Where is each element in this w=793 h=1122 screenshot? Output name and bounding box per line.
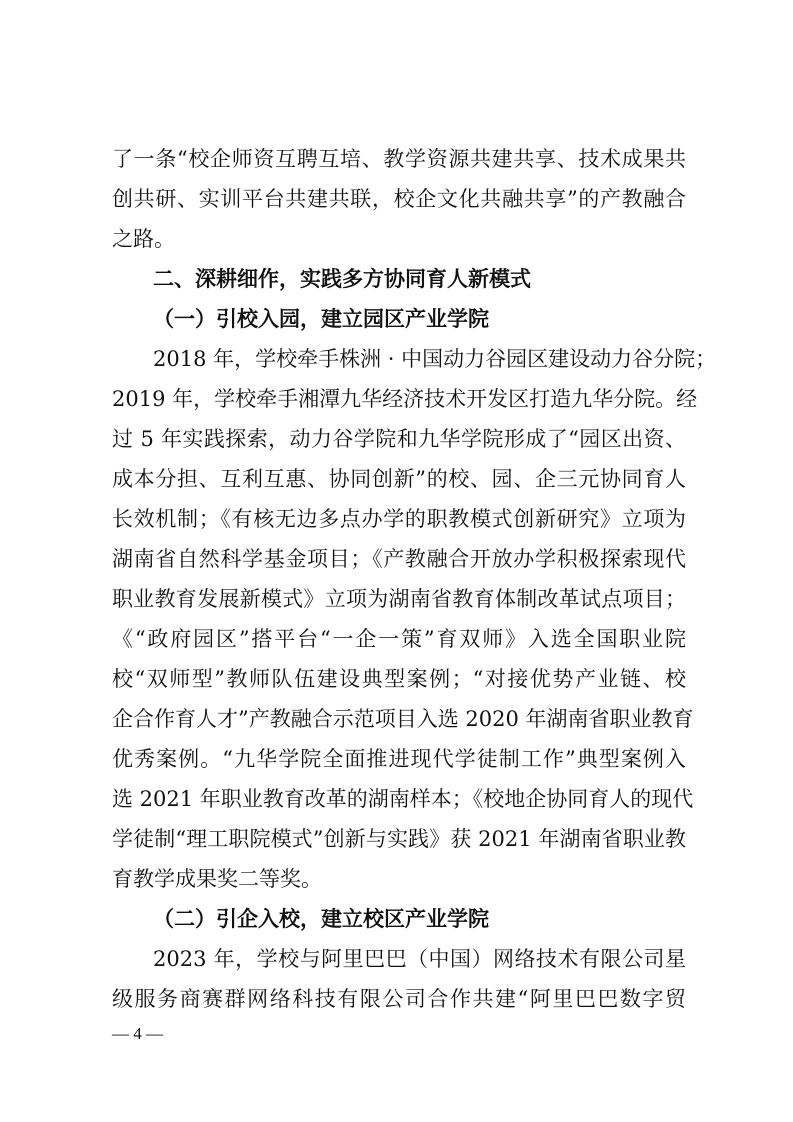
body-text-line: 选 2021 年职业教育改革的湖南样本；《校地企协同育人的现代 bbox=[112, 787, 694, 811]
body-text-line: 级服务商赛群网络科技有限公司合作共建“阿里巴巴数字贸 bbox=[112, 987, 686, 1011]
page-number: — 4 — bbox=[112, 1024, 163, 1043]
body-text-line: 湖南省自然科学基金项目；《产教融合开放办学积极探索现代 bbox=[112, 547, 686, 571]
subsection-heading: （二）引企入校，建立校区产业学院 bbox=[153, 906, 489, 931]
subsection-heading: （一）引校入园，建立园区产业学院 bbox=[153, 306, 489, 331]
body-text-line: 过 5 年实践探索，动力谷学院和九华学院形成了“园区出资、 bbox=[112, 427, 686, 451]
body-text-line: 了一条“校企师资互聘互培、教学资源共建共享、技术成果共 bbox=[112, 147, 686, 171]
body-text-line: 优秀案例。“九华学院全面推进现代学徒制工作”典型案例入 bbox=[112, 747, 686, 771]
body-text-line: 学徒制“理工职院模式”创新与实践》获 2021 年湖南省职业教 bbox=[112, 827, 686, 851]
body-text-line: 育教学成果奖二等奖。 bbox=[112, 867, 322, 891]
body-text-line: 成本分担、互利互惠、协同创新”的校、园、企三元协同育人 bbox=[112, 467, 686, 491]
body-text-line: 2023 年，学校与阿里巴巴（中国）网络技术有限公司星 bbox=[153, 947, 686, 971]
body-text-line: 企合作育人才”产教融合示范项目入选 2020 年湖南省职业教育 bbox=[112, 707, 694, 731]
section-heading: 二、深耕细作，实践多方协同育人新模式 bbox=[153, 266, 531, 291]
body-text-line: 职业教育发展新模式》立项为湖南省教育体制改革试点项目； bbox=[112, 587, 686, 611]
body-text-line: 校“双师型”教师队伍建设典型案例；“对接优势产业链、校 bbox=[112, 667, 686, 691]
body-text-line: 2018 年，学校牵手株洲 · 中国动力谷园区建设动力谷分院； bbox=[153, 347, 717, 371]
body-text-line: 长效机制；《有核无边多点办学的职教模式创新研究》立项为 bbox=[112, 507, 686, 531]
body-text-line: 之路。 bbox=[112, 227, 175, 251]
body-text-line: 《“政府园区”搭平台“一企一策”育双师》入选全国职业院 bbox=[112, 627, 686, 651]
body-text-line: 2019 年，学校牵手湘潭九华经济技术开发区打造九华分院。经 bbox=[112, 387, 698, 411]
body-text-line: 创共研、实训平台共建共联，校企文化共融共享”的产教融合 bbox=[112, 187, 686, 211]
